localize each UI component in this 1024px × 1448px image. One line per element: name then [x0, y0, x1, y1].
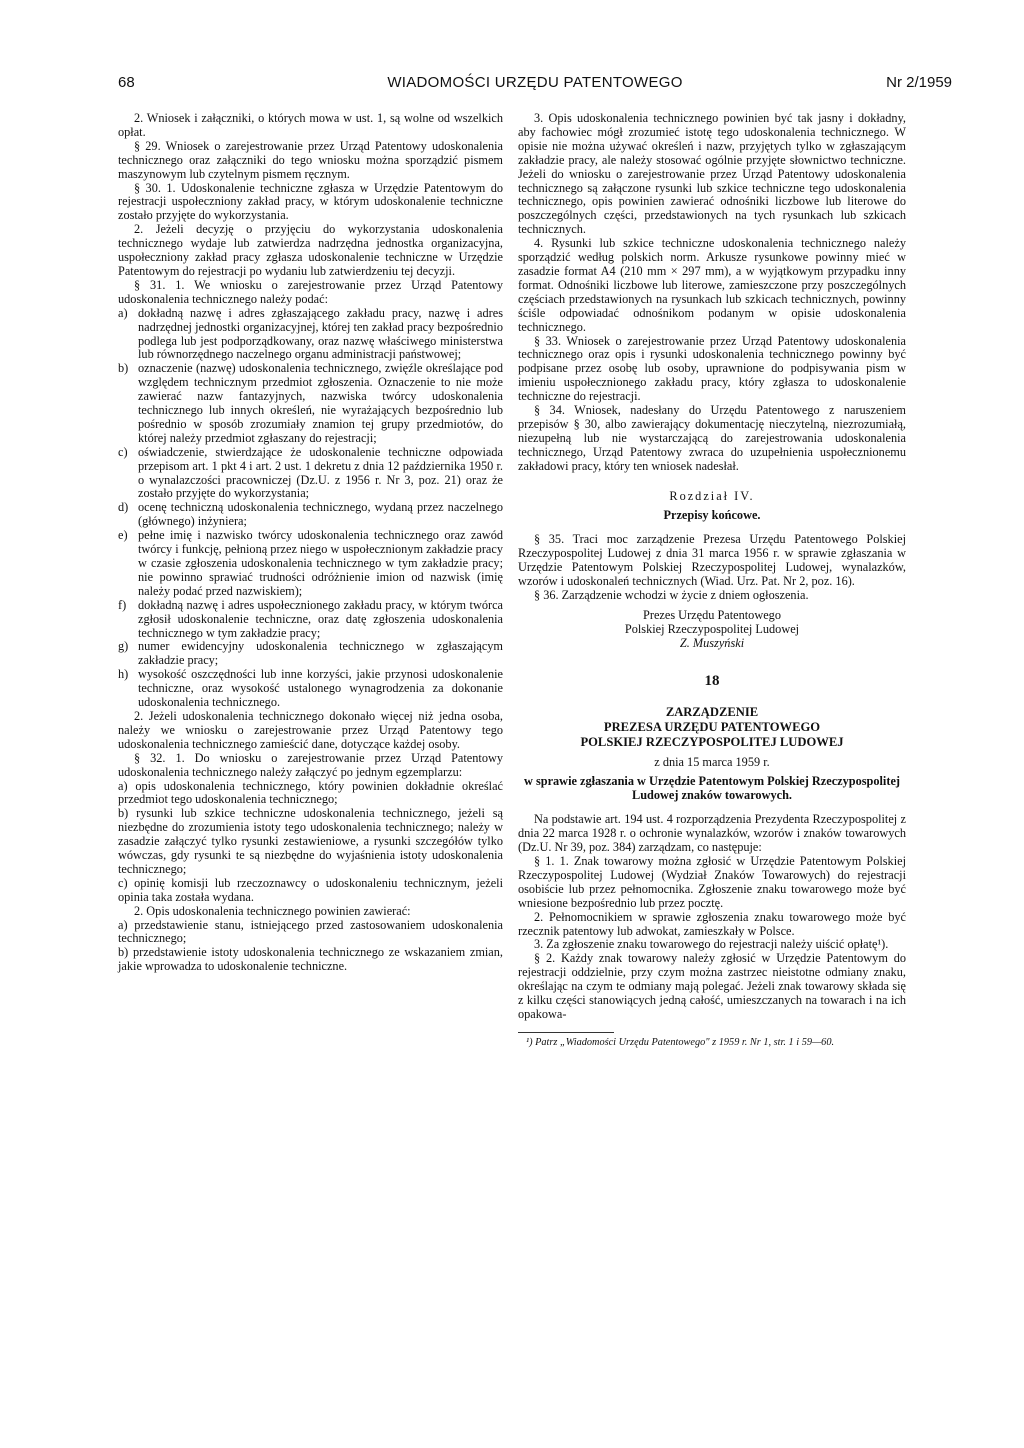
- decree-title: PREZESA URZĘDU PATENTOWEGO: [603, 719, 821, 734]
- journal-title: WIADOMOŚCI URZĘDU PATENTOWEGO: [387, 74, 683, 91]
- list-item-label: h): [118, 667, 129, 682]
- decree-title: ZARZĄDZENIE: [665, 704, 759, 719]
- list-item-text: wysokość oszczędności lub inne korzyści, jakie przynosi udoskonalenie techniczne, oraz wysokość ustalonego wynagrodzenia za dokonanie udoskonalenia technicznego.: [138, 667, 503, 710]
- paragraph: § 30. 1. Udoskonalenie techniczne zgłasza w Urzędzie Patentowym do rejestracji uspołeczniony zakład pracy, w którym udoskonalenie techniczne zostało przyjęte do wykorzystania.: [118, 180, 503, 223]
- list-item-label: b): [118, 361, 129, 376]
- list-item-text: oświadczenie, stwierdzające że udoskonalenie techniczne odpowiada przepisom art. 1 pkt 4 i art. 2 ust. 1 dekretu z dnia 12 października 1950 r. o wynalazczości pracowniczej (Dz.U. z 1956 r. Nr 3, poz. 21) oraz że zostało przyjęte do wykorzystania;: [138, 444, 503, 501]
- decree-subject: w sprawie zgłaszania w Urzędzie Patentowym Polskiej Rzeczypospolitej Ludowej znaków towarowych.: [524, 774, 900, 803]
- list-item: [118, 640, 503, 668]
- paragraph: 3. Opis udoskonalenia technicznego powinien być tak jasny i dokładny, aby fachowiec mógł zrozumieć istotę tego udoskonalenia technicznego. W opisie nie można używać określeń i nazw, przyjętych tylko w zgłaszającym zakładzie pracy, ale należy stosować ogólnie przyjęte słownictwo techniczne. Jeżeli do wniosku o zarejestrowanie przez Urząd Patentowy udoskonalenia technicznego są załączone rysunki lub szkice techniczne tego udoskonalenia technicznego, opis powinien zawierać odnośniki liczbowe lub literowe do poszczególnych części, przedstawionych na tych rysunkach lub szkicach technicznych.: [518, 111, 906, 237]
- paragraph: § 36. Zarządzenie wchodzi w życie z dniem ogłoszenia.: [534, 588, 809, 602]
- footnote-divider: [518, 1032, 614, 1033]
- decree-number: 18: [704, 672, 720, 689]
- issue-number: Nr 2/1959: [886, 74, 952, 91]
- paragraph: 2. Opis udoskonalenia technicznego powinien zawierać:: [134, 903, 411, 918]
- paragraph: § 34. Wniosek, nadesłany do Urzędu Patentowego z naruszeniem przepisów § 30, albo zawierający dokumentację nieczytelną, niezrozumiałą, niezupełną lub nie wystarczającą do zarejestrowania udoskonalenia technicznego, Urząd Patentowy zwraca do uzupełnienia uspołecznionemu zakładowi pracy, który ten wniosek nadesłał.: [518, 403, 906, 473]
- list-item: [118, 307, 503, 363]
- list-item-text: pełne imię i nazwisko twórcy udoskonalenia technicznego oraz zawód twórcy i funkcję, pełnioną przez niego w uspołecznionym zakładzie pracy w czasie zgłoszenia udoskonalenia technicznego w tym zakładzie pracy; nie powinno sprawiać trudności odróżnienie imion od nazwisk (imię należy podać przed nazwiskiem);: [138, 528, 503, 598]
- list-item-label: d): [118, 500, 129, 515]
- list-item-label: f): [118, 597, 127, 612]
- paragraph: 4. Rysunki lub szkice techniczne udoskonalenia technicznego należy sporządzić według polskich norm. Arkusze rysunkowe powinny mieć w zasadzie format A4 (210 mm × 297 mm), a w wyjątkowym przypadku inny format. Odnośniki liczbowe lub literowe, zamieszczone przy poszczególnych częściach przedstawionych na rysunkach lub szkicach technicznych, powinny ściśle odpowiadać odnośnikom podanym w opisie udoskonalenia technicznego.: [518, 236, 906, 334]
- list-31: [118, 307, 503, 710]
- list-item: [118, 446, 503, 502]
- paragraph: Na podstawie art. 194 ust. 4 rozporządzenia Prezydenta Rzeczypospolitej z dnia 22 marca 1928 r. o ochronie wynalazków, wzorów i znaków towarowych (Dz.U. Nr 39, poz. 384) zarządzam, co następuje:: [518, 812, 906, 855]
- list-item: c) opinię komisji lub rzeczoznawcy o udoskonaleniu technicznym, jeżeli opinia taka została wydana.: [118, 875, 503, 904]
- list-item: [118, 668, 503, 710]
- list-item: b) przedstawienie istoty udoskonalenia technicznego ze wskazaniem zmian, jakie wprowadza to udoskonalenie techniczne.: [118, 945, 503, 974]
- paragraph: 3. Za zgłoszenie znaku towarowego do rejestracji należy uiścić opłatę¹).: [534, 937, 889, 952]
- signature-title: Prezes Urzędu Patentowego: [643, 607, 781, 622]
- footnote: ¹) Patrz „Wiadomości Urzędu Patentowego" z 1959 r. Nr 1, str. 1 i 59—60.: [526, 1036, 835, 1048]
- paragraph: 2. Wniosek i załączniki, o których mowa w ust. 1, są wolne od wszelkich opłat.: [118, 111, 503, 139]
- paragraph: § 29. Wniosek o zarejestrowanie przez Urząd Patentowy udoskonalenia technicznego oraz załączniki do tego wniosku można sporządzić pismem maszynowym lub czytelnym pismem ręcznym.: [118, 138, 503, 181]
- list-item-label: e): [118, 528, 128, 543]
- list-item-text: dokładną nazwę i adres uspołecznionego zakładu pracy, w którym twórca zgłosił udoskonalenie techniczne, oraz datę zgłoszenia udoskonalenia technicznego w tym zakładzie pracy;: [138, 597, 503, 640]
- paragraph: § 1. 1. Znak towarowy można zgłosić w Urzędzie Patentowym Polskiej Rzeczypospolitej Ludowej (Wydział Znaków Towarowych) do rejestracji osobiście lub przez pełnomocnika. Zgłoszenie znaku towarowego może być wniesione bezpośrednio lub przez pocztę.: [518, 853, 906, 910]
- list-item-text: ocenę techniczną udoskonalenia technicznego, wydaną przez naczelnego (głównego) inżyniera;: [138, 500, 503, 529]
- page-header: [118, 74, 952, 98]
- list-item: [118, 362, 503, 445]
- page-number: 68: [118, 74, 135, 91]
- paragraph: 2. Jeżeli udoskonalenia technicznego dokonało więcej niż jedna osoba, należy we wniosku o zarejestrowanie przez Urząd Patentowy tego udoskonalenia technicznego zamieścić dane, dotyczące każdej osoby.: [118, 708, 503, 751]
- list-item: a) przedstawienie stanu, istniejącego przed zastosowaniem udoskonalenia technicznego;: [118, 917, 503, 946]
- chapter-heading: Rozdział IV.: [669, 488, 755, 503]
- paragraph: § 2. Każdy znak towarowy należy zgłosić w Urzędzie Patentowym do rejestracji oddzielnie, przy czym można zastrzec nieistotne odmiany znaku, określając na czym te odmiany mają polegać. Jeżeli znak towarowy składa się z kilku części stanowiących jedną całość, umieszczanych na towarach i na ich opakowa-: [518, 951, 906, 1021]
- chapter-title: Przepisy końcowe.: [663, 508, 761, 523]
- paragraph: § 31. 1. We wniosku o zarejestrowanie przez Urząd Patentowy udoskonalenia technicznego należy podać:: [118, 277, 503, 306]
- list-item: [118, 501, 503, 529]
- list-item-label: g): [118, 639, 129, 654]
- signature-name: Z. Muszyński: [679, 635, 745, 650]
- paragraph: § 32. 1. Do wniosku o zarejestrowanie przez Urząd Patentowy udoskonalenia technicznego należy załączyć po jednym egzemplarzu:: [118, 750, 503, 779]
- list-item-text: dokładną nazwę i adres zgłaszającego zakładu pracy, nazwę i adres nadrzędnej jednostki organizacyjnej, której ten zakład pracy bezpośrednio podlega lub jest podporządkowany, oraz nazwę właściwego ministerstwa lub równorzędnego naczelnego organu administracji państwowej;: [138, 305, 503, 362]
- paragraph: § 33. Wniosek o zarejestrowanie przez Urząd Patentowy udoskonalenia technicznego oraz opis i rysunki udoskonalenia technicznego powinny być podpisane przez osobę lub osoby, uprawnione do podpisywania pism w imieniu uspołecznionego zakładu pracy, który zgłasza to udoskonalenie techniczne do rejestracji.: [518, 333, 906, 404]
- list-item: [118, 529, 503, 599]
- list-item-label: c): [118, 444, 128, 459]
- list-item-text: numer ewidencyjny udoskonalenia technicznego w zgłaszającym zakładzie pracy;: [138, 639, 503, 668]
- paragraph: § 35. Traci moc zarządzenie Prezesa Urzędu Patentowego Polskiej Rzeczypospolitej Ludowej z dnia 31 marca 1956 r. w sprawie zgłaszania w Urzędzie Patentowym Polskiej Rzeczypospolitej Ludowej, wynalazków, wzorów i udoskonaleń technicznych (Wiad. Urz. Pat. Nr 2, poz. 16).: [518, 532, 906, 589]
- list-item: a) opis udoskonalenia technicznego, który powinien dokładnie określać przedmiot tego udoskonalenia technicznego;: [118, 778, 503, 807]
- list-item: b) rysunki lub szkice techniczne udoskonalenia technicznego, jeżeli są niezbędne do zrozumienia istoty tego udoskonalenia technicznego; należy w zasadzie załączyć tylko rysunki zestawieniowe, a rysunki szczegółów tylko wówczas, gdy rysunki te są niezbędne do wyjaśnienia istoty udoskonalenia technicznego;: [118, 806, 503, 876]
- left-column: [118, 112, 503, 974]
- list-item: [118, 599, 503, 641]
- list-item-text: oznaczenie (nazwę) udoskonalenia technicznego, zwięźle określające pod względem technicznym przedmiot zgłoszenia. Oznaczenie to nie może zawierać nazw fantazyjnych, nazwiska twórcy udoskonalenia technicznego lub innych określeń, nie wyrażających bezpośrednio lub pośrednio w sposób zrozumiały znamion tej grupy przedmiotów, do której należy przedmiot zgłaszany do rejestracji;: [138, 361, 503, 445]
- decree-title: POLSKIEJ RZECZYPOSPOLITEJ LUDOWEJ: [580, 734, 844, 749]
- list-item-label: a): [118, 305, 128, 320]
- paragraph: 2. Pełnomocnikiem w sprawie zgłoszenia znaku towarowego może być rzecznik patentowy lub adwokat, zamieszkały w Polsce.: [518, 909, 906, 938]
- decree-date: z dnia 15 marca 1959 r.: [654, 754, 770, 769]
- signature-title: Polskiej Rzeczypospolitej Ludowej: [624, 621, 800, 636]
- paragraph: 2. Jeżeli decyzję o przyjęciu do wykorzystania udoskonalenia technicznego wydaje lub zatwierdza nadrzędna jednostka organizacyjna, uspołeczniony zakład pracy zgłasza udoskonalenie techniczne w Urzędzie Patentowym do rejestracji po wydaniu lub zatwierdzeniu tej decyzji.: [118, 222, 503, 278]
- right-column: [518, 112, 906, 1049]
